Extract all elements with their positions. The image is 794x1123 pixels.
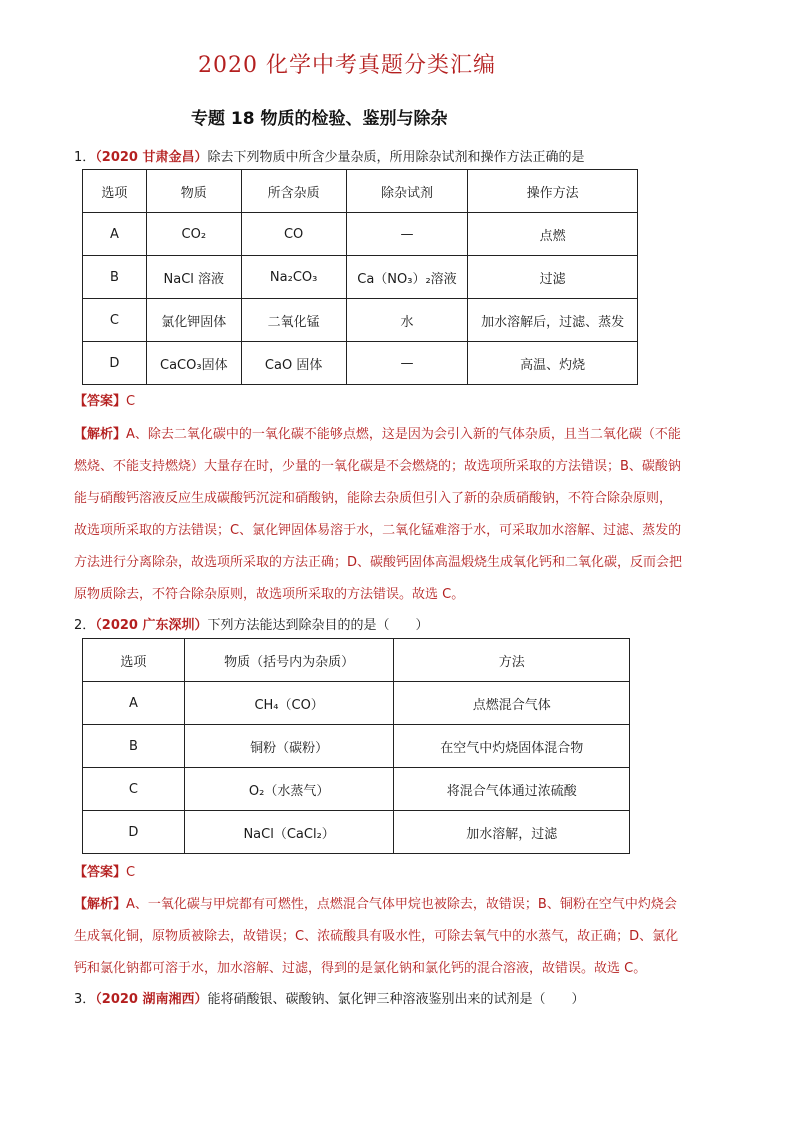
table-cell: O₂（水蒸气） bbox=[184, 768, 394, 811]
question-source: （2020 甘肃金昌） bbox=[95, 150, 208, 165]
table-cell: NaCl 溶液 bbox=[146, 256, 241, 299]
table-cell: CaCO₃固体 bbox=[146, 342, 241, 385]
table-header-cell: 选项 bbox=[83, 639, 185, 682]
table-cell: 加水溶解，过滤 bbox=[394, 811, 630, 854]
table-header-cell: 所含杂质 bbox=[241, 170, 346, 213]
answer-label: 【答案】 bbox=[74, 394, 127, 409]
table-row bbox=[83, 811, 630, 854]
table-cell: A bbox=[83, 213, 147, 256]
analysis-line: 钙和氯化钠都可溶于水，加水溶解、过滤，得到的是氯化钠和氯化钙的混合溶液，故错误。故选 C。 bbox=[74, 961, 647, 976]
table-cell: C bbox=[83, 768, 185, 811]
question-source: （2020 湖南湘西） bbox=[95, 992, 208, 1007]
answer-value: C bbox=[126, 865, 136, 880]
table-row bbox=[83, 342, 638, 385]
question-1-table bbox=[82, 169, 638, 385]
answer-label: 【答案】 bbox=[74, 865, 127, 880]
question-source: （2020 广东深圳） bbox=[95, 618, 208, 633]
table-cell: Na₂CO₃ bbox=[241, 256, 346, 299]
question-text: 能将硝酸银、碳酸钠、氯化钾三种溶液鉴别出来的试剂是（ ） bbox=[207, 992, 585, 1007]
table-cell: D bbox=[83, 811, 185, 854]
question-number: 3． bbox=[74, 992, 96, 1007]
table-row bbox=[83, 725, 630, 768]
table-header-cell: 方法 bbox=[394, 639, 630, 682]
table-cell: 氯化钾固体 bbox=[146, 299, 241, 342]
table-cell: 点燃 bbox=[468, 213, 638, 256]
table-cell: 高温、灼烧 bbox=[468, 342, 638, 385]
table-cell: 将混合气体通过浓硫酸 bbox=[394, 768, 630, 811]
table-cell: 铜粉（碳粉） bbox=[184, 725, 394, 768]
table-cell: CO bbox=[241, 213, 346, 256]
topic-subtitle: 专题 18 物质的检验、鉴别与除杂 bbox=[191, 109, 448, 129]
question-1-stem bbox=[74, 146, 585, 165]
table-cell: NaCl（CaCl₂） bbox=[184, 811, 394, 854]
table-row bbox=[83, 213, 638, 256]
question-3-stem bbox=[74, 988, 585, 1007]
analysis-line: 方法进行分离除杂，故选项所采取的方法正确；D、碳酸钙固体高温煅烧生成氧化钙和二氧化碳，反而会把 bbox=[74, 555, 683, 570]
table-header-cell: 操作方法 bbox=[468, 170, 638, 213]
analysis-label: 【解析】 bbox=[74, 897, 127, 912]
table-row bbox=[83, 768, 630, 811]
table-header-cell: 物质（括号内为杂质） bbox=[184, 639, 394, 682]
table-header-cell: 除杂试剂 bbox=[346, 170, 468, 213]
table-cell: B bbox=[83, 256, 147, 299]
question-1-answer bbox=[74, 390, 135, 409]
analysis-line: 【解析】A、一氧化碳与甲烷都有可燃性，点燃混合气体甲烷也被除去，故错误；B、铜粉在空气中灼烧会 bbox=[74, 897, 677, 912]
question-2-table bbox=[82, 638, 630, 854]
analysis-label: 【解析】 bbox=[74, 427, 127, 442]
analysis-line: 燃烧、不能支持燃烧）大量存在时，少量的一氧化碳是不会燃烧的；故选项所采取的方法错误；B、碳酸钠 bbox=[74, 459, 681, 474]
analysis-line: 原物质除去，不符合除杂原则，故选项所采取的方法错误。故选 C。 bbox=[74, 587, 465, 602]
table-cell: — bbox=[346, 342, 468, 385]
question-text: 下列方法能达到除杂目的的是（ ） bbox=[207, 618, 429, 633]
table-header-row bbox=[83, 639, 630, 682]
table-cell: 在空气中灼烧固体混合物 bbox=[394, 725, 630, 768]
question-number: 2． bbox=[74, 618, 96, 633]
table-row bbox=[83, 256, 638, 299]
table-cell: D bbox=[83, 342, 147, 385]
analysis-line: 能与硝酸钙溶液反应生成碳酸钙沉淀和硝酸钠，能除去杂质但引入了新的杂质硝酸钠，不符合除杂原则， bbox=[74, 491, 673, 506]
table-row bbox=[83, 299, 638, 342]
table-cell: Ca（NO₃）₂溶液 bbox=[346, 256, 468, 299]
table-header-cell: 选项 bbox=[83, 170, 147, 213]
table-cell: CaO 固体 bbox=[241, 342, 346, 385]
table-cell: — bbox=[346, 213, 468, 256]
analysis-line: 生成氧化铜，原物质被除去，故错误；C、浓硫酸具有吸水性，可除去氧气中的水蒸气，故正确；D、氯化 bbox=[74, 929, 679, 944]
table-cell: 加水溶解后，过滤、蒸发 bbox=[468, 299, 638, 342]
question-number: 1． bbox=[74, 150, 96, 165]
table-cell: C bbox=[83, 299, 147, 342]
table-cell: CH₄（CO） bbox=[184, 682, 394, 725]
question-2-answer bbox=[74, 861, 135, 880]
table-cell: 过滤 bbox=[468, 256, 638, 299]
table-cell: CO₂ bbox=[146, 213, 241, 256]
table-cell: 二氧化锰 bbox=[241, 299, 346, 342]
answer-value: C bbox=[126, 394, 136, 409]
table-cell: 点燃混合气体 bbox=[394, 682, 630, 725]
question-2-stem bbox=[74, 614, 429, 633]
table-header-cell: 物质 bbox=[146, 170, 241, 213]
document-title: 2020 化学中考真题分类汇编 bbox=[198, 53, 496, 78]
analysis-line: 故选项所采取的方法错误；C、氯化钾固体易溶于水，二氧化锰难溶于水，可采取加水溶解、过滤、蒸发的 bbox=[74, 523, 682, 538]
table-cell: A bbox=[83, 682, 185, 725]
table-cell: 水 bbox=[346, 299, 468, 342]
analysis-line: 【解析】A、除去二氧化碳中的一氧化碳不能够点燃，这是因为会引入新的气体杂质，且当二氧化碳（不能 bbox=[74, 427, 681, 442]
question-text: 除去下列物质中所含少量杂质，所用除杂试剂和操作方法正确的是 bbox=[207, 150, 585, 165]
table-header-row bbox=[83, 170, 638, 213]
table-cell: B bbox=[83, 725, 185, 768]
table-row bbox=[83, 682, 630, 725]
